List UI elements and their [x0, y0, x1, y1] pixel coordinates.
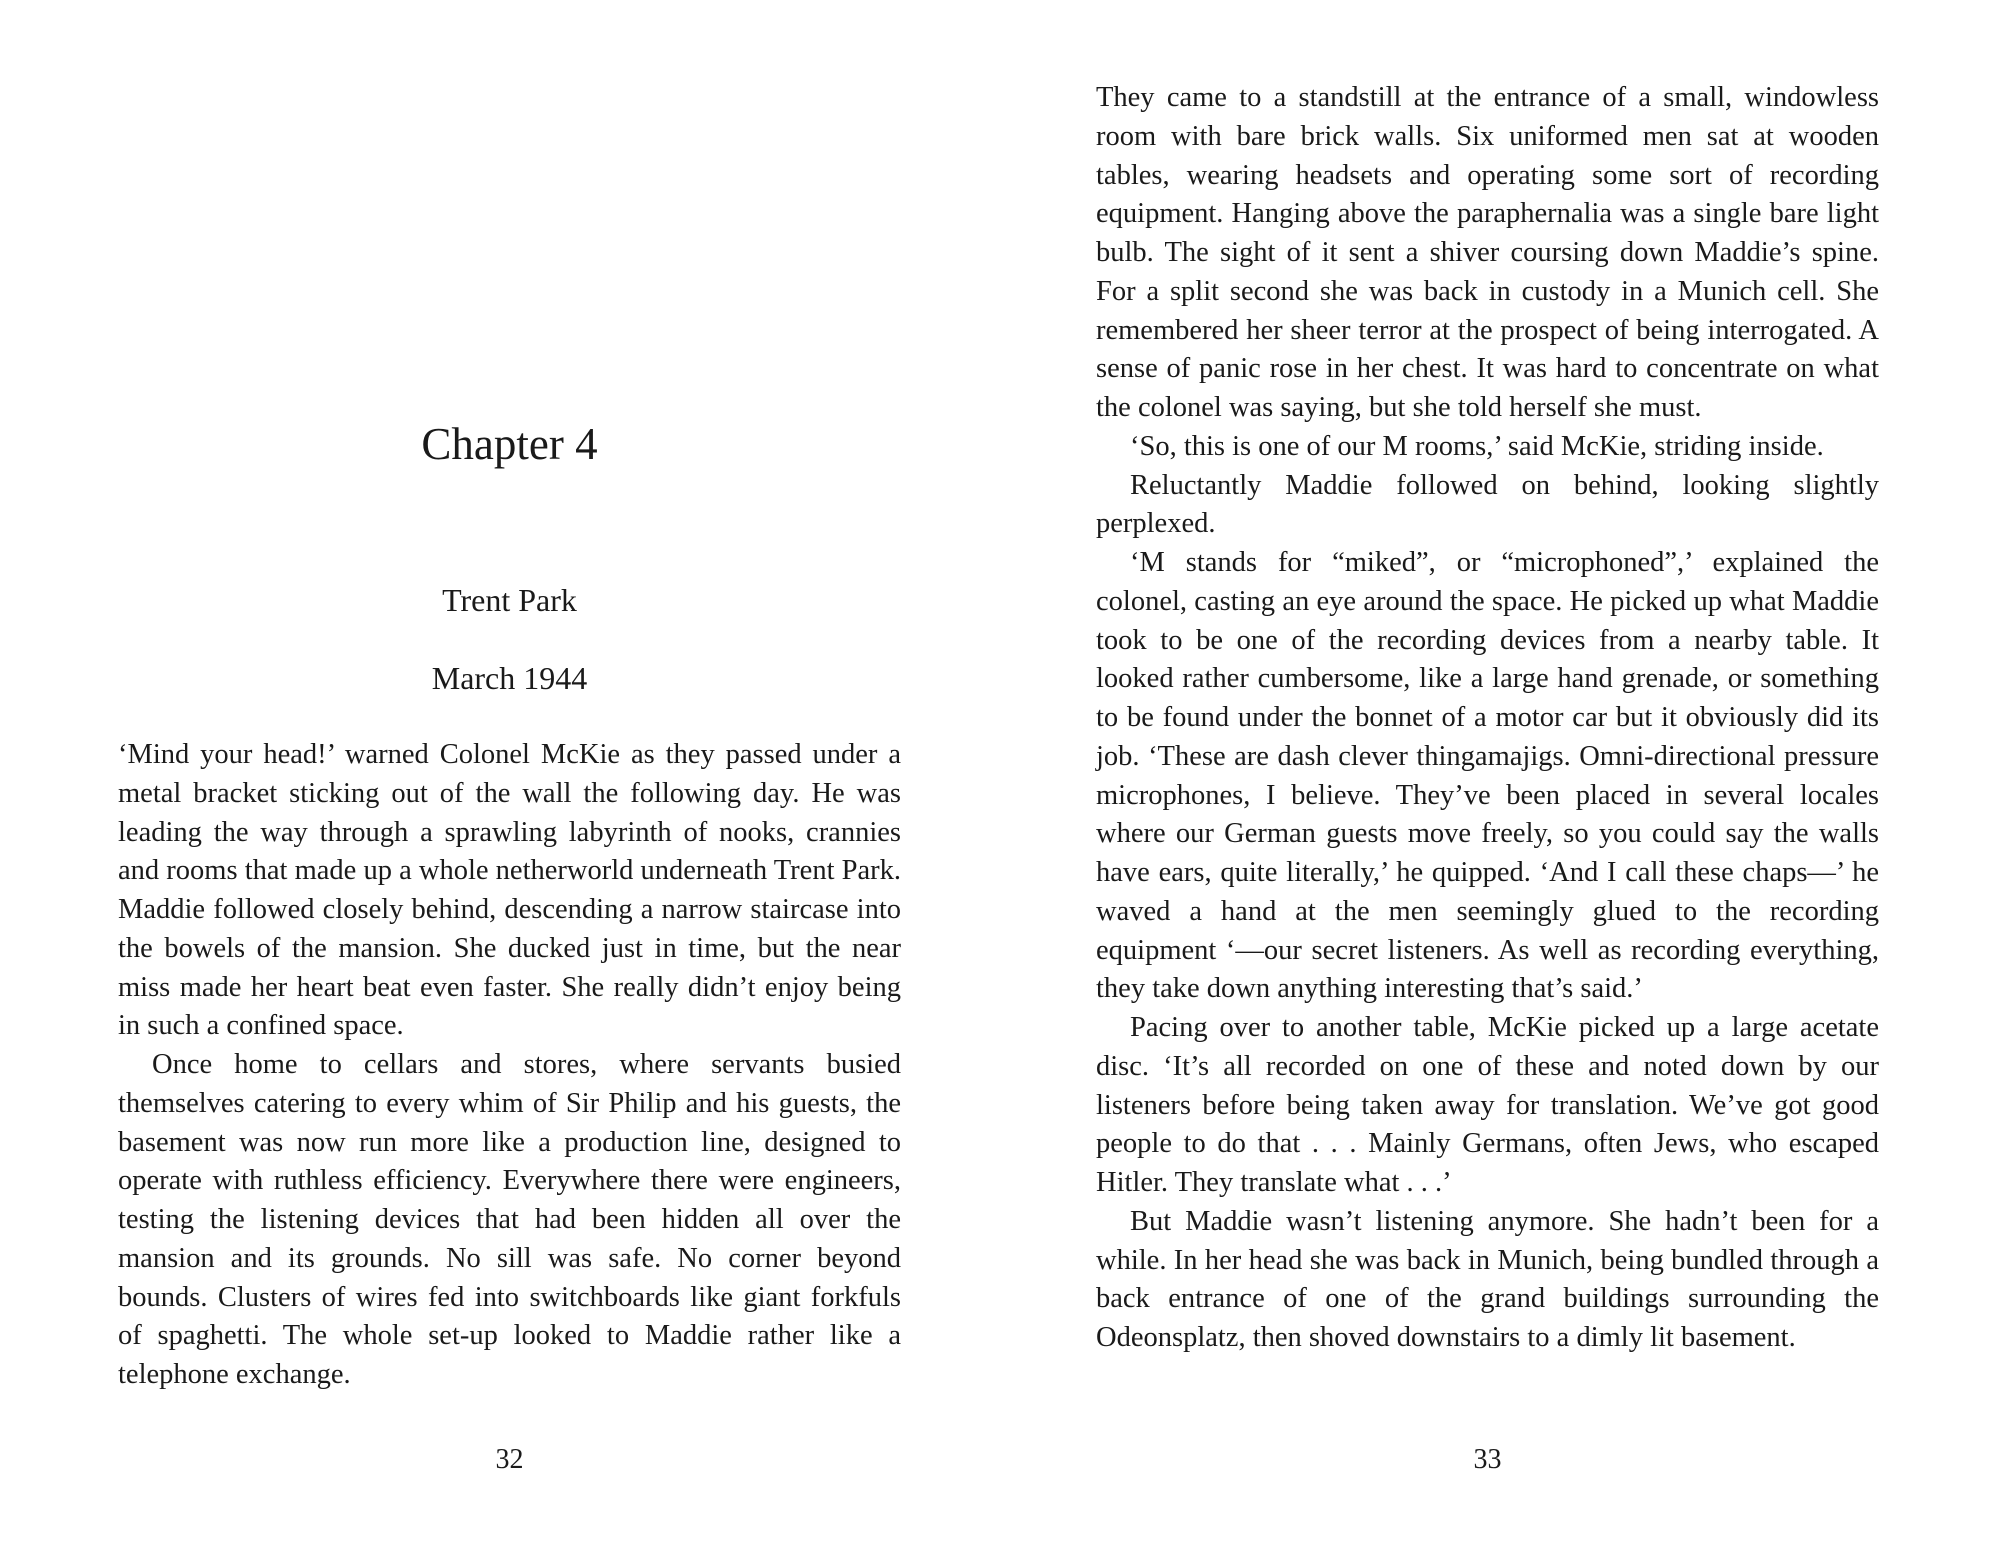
paragraph: ‘So, this is one of our M rooms,’ said McKie, striding inside.	[1130, 430, 1824, 462]
chapter-date: March 1944	[431, 660, 588, 696]
page-number: 33	[1473, 1444, 1502, 1475]
chapter-title: Chapter 4	[421, 419, 598, 469]
right-body-text	[1096, 79, 1879, 1358]
right-page	[1096, 0, 1879, 1560]
page-number: 32	[495, 1444, 524, 1475]
paragraph: ‘Mind your head!’ warned Colonel McKie as they passed under a metal bracket sticking out of the wall the following day. He was leading the way through a sprawling labyrinth of nooks, crannies and rooms that made up a whole netherworld underneath Trent Park. Maddie followed closely behind, descending a narrow staircase into the bowels of the mansion. She ducked just in time, but the near miss made her heart beat even faster. She really didn’t enjoy being in such a confined space.	[118, 739, 901, 1042]
paragraph: They came to a standstill at the entrance of a small, windowless room with bare brick walls. Six uniformed men sat at wooden tables, wearing headsets and operating some sort of recording equipment. Hanging above the paraphernalia was a single bare light bulb. The sight of it sent a shiver coursing down Maddie’s spine. For a split second she was back in custody in a Munich cell. She remembered her sheer terror at the prospect of being interrogated. A sense of panic rose in her chest. It was hard to concentrate on what the colonel was saying, but she told herself she must.	[1096, 82, 1879, 423]
paragraph: ‘M stands for “miked”, or “microphoned”,’ explained the colonel, casting an eye around the space. He picked up what Maddie took to be one of the recording devices from a nearby table. It looked rather cumbersome, like a large hand grenade, or something to be found under the bonnet of a motor car but it obviously did its job. ‘These are dash clever thingamajigs. Omni-directional pressure microphones, I believe. They’ve been placed in several locales where our German guests move freely, so you could say the walls have ears, quite literally,’ he quipped. ‘And I call these chaps—’ he waved a hand at the men seemingly glued to the recording equipment ‘—our secret listeners. As well as recording everything, they take down anything interesting that’s said.’	[1096, 547, 1879, 1005]
left-page	[118, 0, 901, 1560]
paragraph: Reluctantly Maddie followed on behind, looking slightly perplexed.	[1096, 469, 1879, 540]
paragraph: Pacing over to another table, McKie picked up a large acetate disc. ‘It’s all recorded on one of these and noted down by our listeners before being taken away for translation. We’ve got good people to do that . . . Mainly Germans, often Jews, who escaped Hitler. They translate what . . .’	[1096, 1012, 1879, 1198]
paragraph: Once home to cellars and stores, where servants busied themselves catering to every whim of Sir Philip and his guests, the basement was now run more like a production line, designed to operate with ruthless efficiency. Everywhere there were engineers, testing the listening devices that had been hidden all over the mansion and its grounds. No sill was safe. No corner beyond bounds. Clusters of wires fed into switchboards like giant forkfuls of spaghetti. The whole set-up looked to Maddie rather like a telephone exchange.	[118, 1049, 901, 1390]
chapter-place: Trent Park	[442, 582, 577, 618]
left-body-text	[118, 736, 901, 1395]
paragraph: But Maddie wasn’t listening anymore. She hadn’t been for a while. In her head she was back in Munich, being bundled through a back entrance of one of the grand buildings surrounding the Odeonsplatz, then shoved downstairs to a dimly lit basement.	[1096, 1205, 1879, 1353]
